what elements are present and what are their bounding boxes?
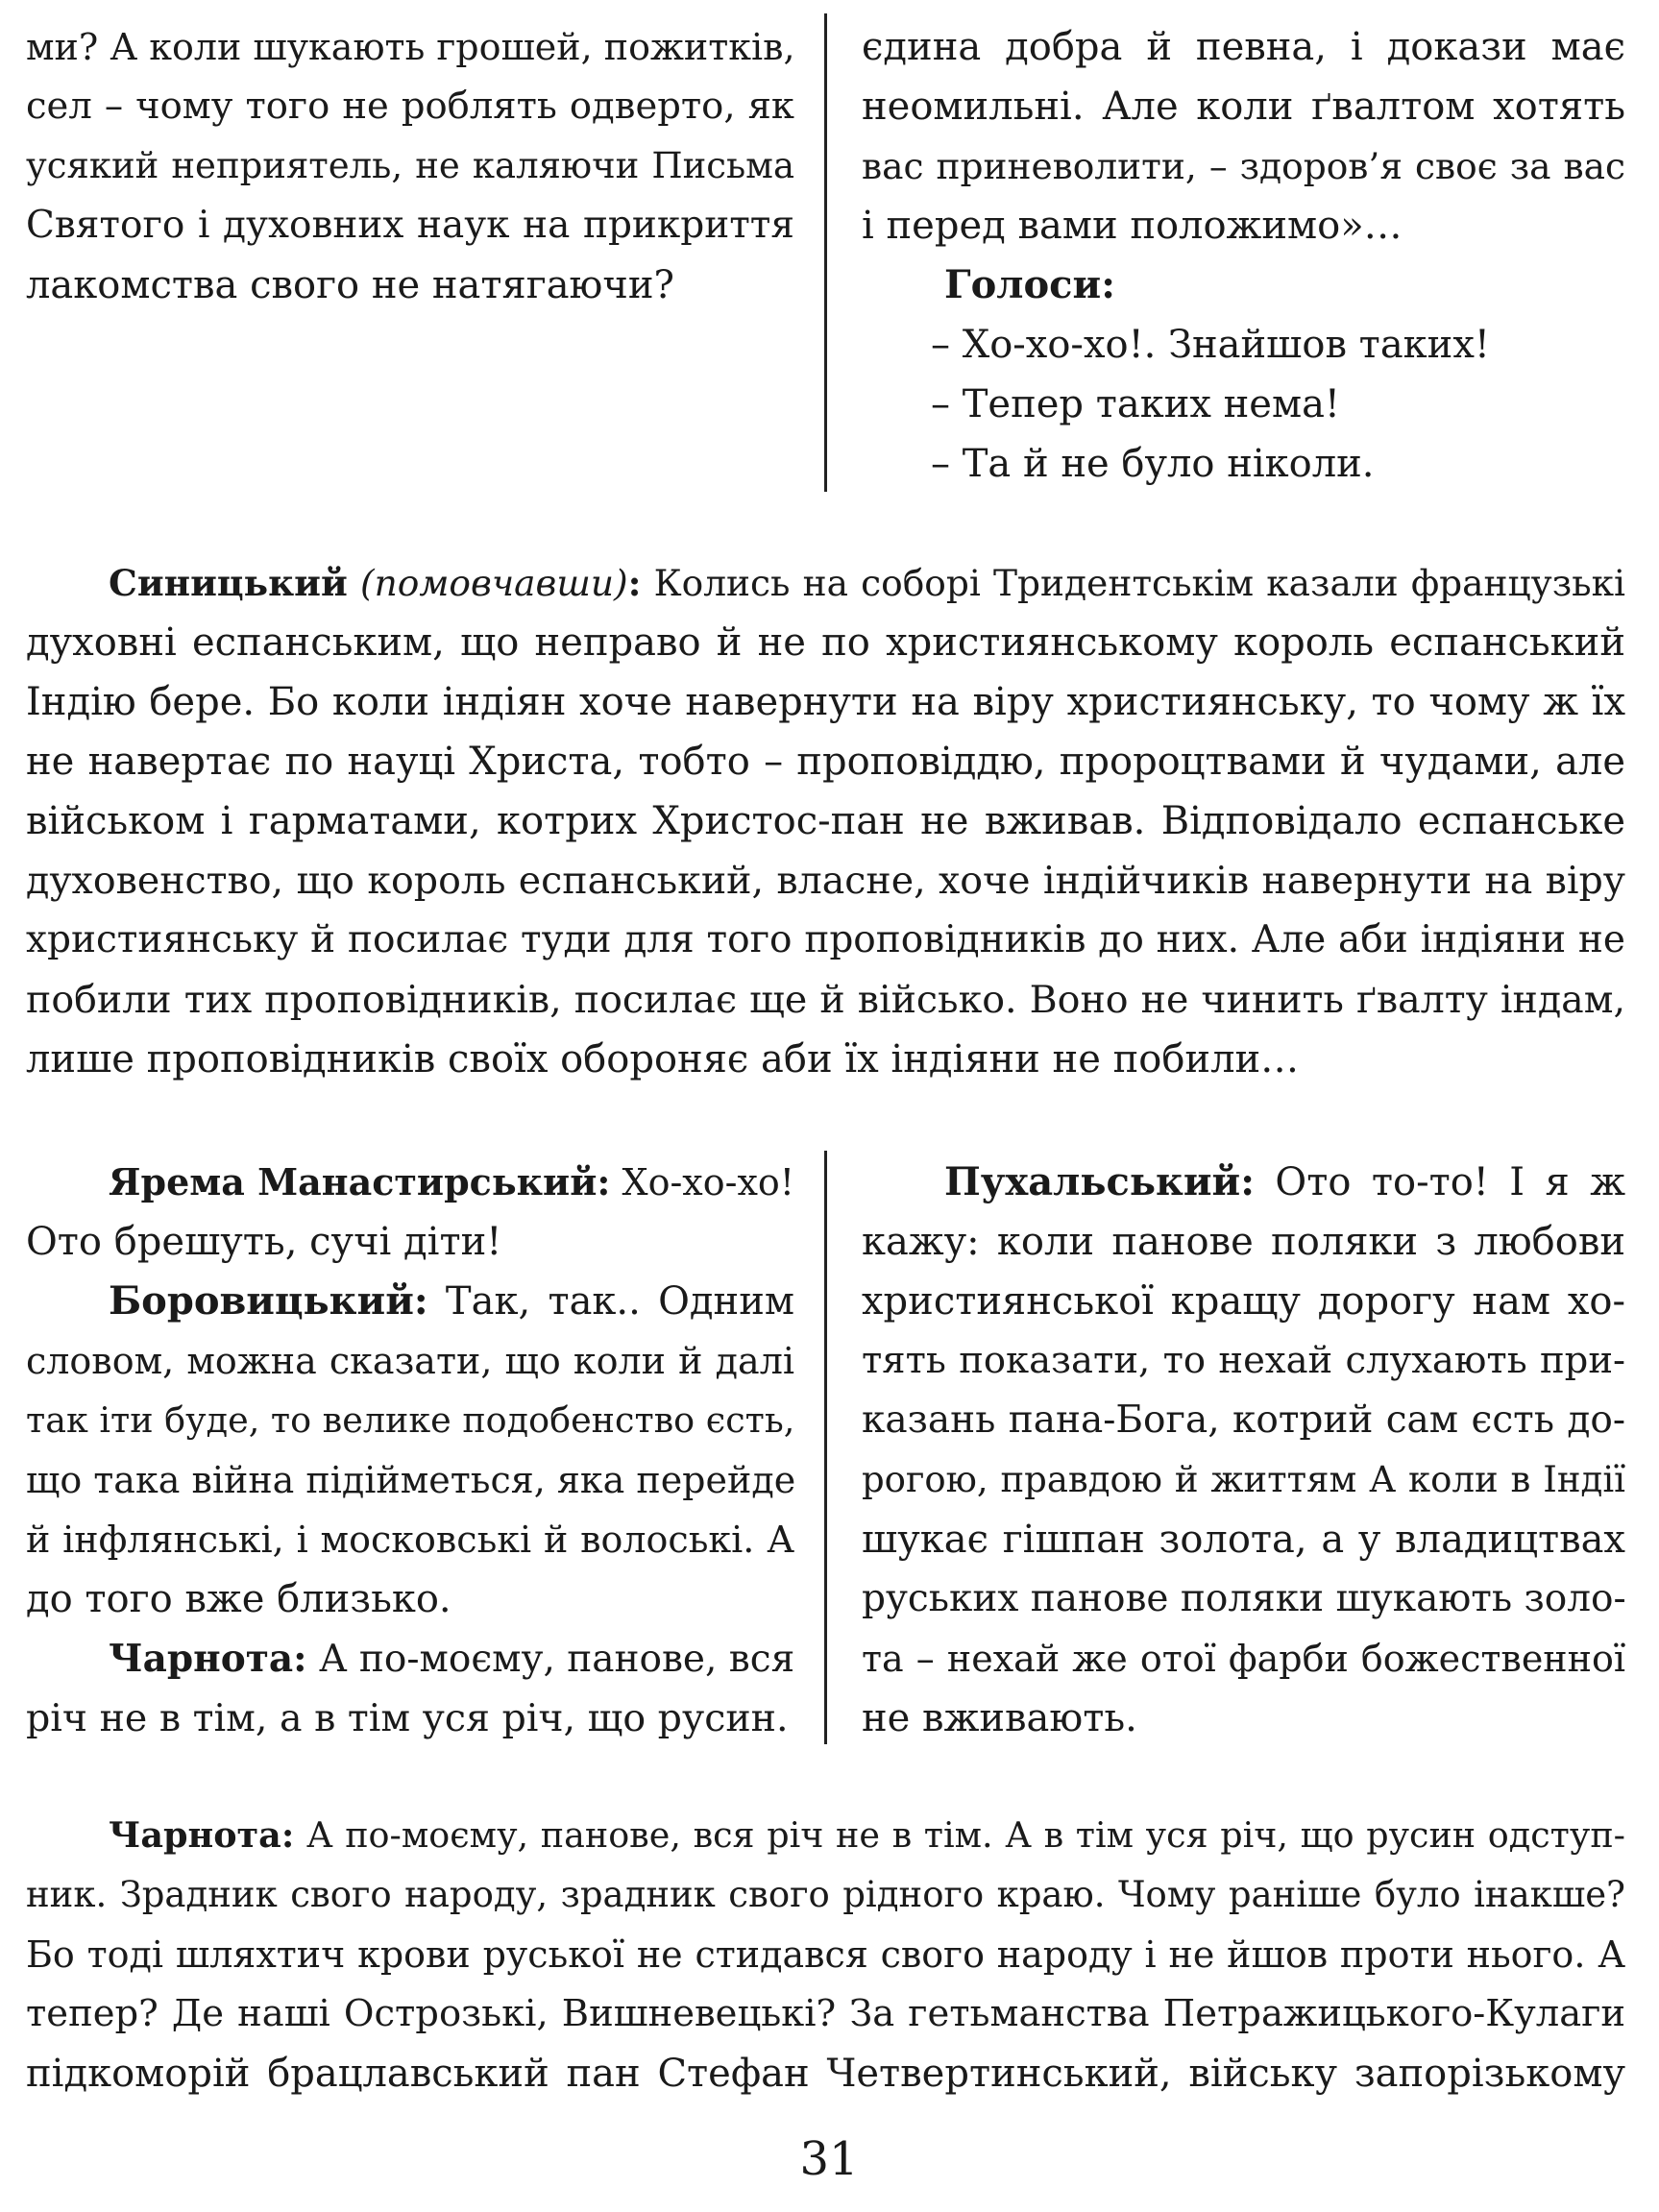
text-line: що така війна підійметься, яка перейде xyxy=(26,1459,796,1501)
text-line: казань пана-Бога, котрий сам єсть до- xyxy=(862,1398,1625,1442)
column-divider-top xyxy=(824,13,827,492)
text-line: й інфлянські, і московські й волоські. А xyxy=(26,1519,794,1561)
text-line: усякий неприятель, не каляючи Письма xyxy=(26,145,794,186)
voices-label: Голоси: xyxy=(944,262,1115,307)
voice-line: – Тепер таких нема! xyxy=(931,382,1340,426)
page-number: 31 xyxy=(799,2132,859,2186)
speech-text: А по-моєму, панове, вся річ не в тім. А в тім уся річ, що русин одступ- xyxy=(294,1814,1625,1856)
voice-line: – Та й не було ніколи. xyxy=(931,442,1375,486)
speaker-name: Чарнота: xyxy=(109,1637,307,1681)
text-line: побили тих проповідників, посилає ще й військо. Воно не чинить ґвалту індам, xyxy=(26,978,1625,1022)
text-line: християнської кращу дорогу нам хо- xyxy=(862,1279,1625,1324)
voice-line: – Хо-хо-хо!. Знайшов таких! xyxy=(931,323,1490,367)
text-line: сел – чому того не роблять одверто, як xyxy=(26,85,794,128)
speech-text: А по-моєму, панове, вся xyxy=(306,1638,795,1681)
speaker-name: Ярема Манастирський: xyxy=(109,1160,611,1203)
text-line: духовні еспанським, що неправо й не по християнському король еспанський xyxy=(26,620,1625,665)
speech-text: Так, так.. Одним xyxy=(427,1279,794,1324)
text-line: Ото брешуть, сучі діти! xyxy=(26,1220,502,1264)
text-line: ми? А коли шукають грошей, пожитків, xyxy=(26,26,795,68)
speech-text: Ото то-то! І я ж xyxy=(1255,1160,1625,1204)
text-line xyxy=(26,1153,794,1212)
text-line xyxy=(26,553,1625,613)
text-line: і перед вами положимо»… xyxy=(862,204,1403,248)
text-line xyxy=(26,1272,794,1331)
text-line: єдина добра й певна, і докази має xyxy=(862,25,1625,69)
speaker-colon: : xyxy=(627,562,642,604)
text-line: духовенство, що король еспанський, власне, хоче індійчиків навернути на віру xyxy=(26,859,1625,903)
top-left-column xyxy=(26,17,794,315)
text-line: Бо тоді шляхтич крови руської не стидався свого народу і не йшов проти нього. А xyxy=(26,1933,1625,1976)
text-line: тепер? Де наші Острозькі, Вишневецькі? За гетьманства Петражицького-Кулаги xyxy=(26,1992,1625,2035)
text-line: християнську й посилає туди для того проповідників до них. Але аби індіяни не xyxy=(26,918,1625,961)
text-line: вас приневолити, – здоров’я своє за вас xyxy=(862,145,1625,187)
text-line: тять показати, то нехай слухають при- xyxy=(862,1339,1625,1382)
text-line xyxy=(862,1153,1625,1212)
text-line: до того вже близько. xyxy=(26,1577,451,1621)
speaker-name: Пухальський: xyxy=(944,1159,1255,1204)
text-line: та – нехай же отої фарби божественної xyxy=(862,1638,1625,1680)
sinytskyi-paragraph xyxy=(26,553,1625,1089)
text-line: річ не в тім, а в тім уся річ, що русин. xyxy=(26,1696,789,1740)
text-line xyxy=(26,1629,794,1689)
text-line: ник. Зрадник свого народу, зрадник свого рідного краю. Чому раніше було інакше? xyxy=(26,1874,1625,1915)
top-right-column xyxy=(862,17,1625,494)
mid-right-column xyxy=(862,1153,1625,1748)
text-line: підкоморій брацлавський пан Стефан Четвертинський, війську запорізькому xyxy=(26,2052,1625,2096)
text-line: Індію бере. Бо коли індіян хоче навернути на віру християнську, то чому ж їх xyxy=(26,680,1625,724)
speaker-name: Чарнота: xyxy=(109,1814,295,1856)
text-line: військом і гарматами, котрих Христос-пан не вживав. Відповідало еспанське xyxy=(26,799,1625,843)
speaker-name: Синицький xyxy=(109,562,348,604)
text-line: шукає гішпан золота, а у владицтвах xyxy=(862,1518,1625,1562)
text-line: неомильні. Але коли ґвалтом хотять xyxy=(862,85,1625,129)
speech-text: Хо-хо-хо! xyxy=(610,1161,795,1203)
text-line: руських панове поляки шукають золо- xyxy=(862,1577,1626,1620)
charnota-paragraph xyxy=(26,1806,1625,2103)
text-line: лише проповідників своїх обороняє аби їх індіяни не побили… xyxy=(26,1037,1300,1082)
text-line: Святого і духовних наук на прикриття xyxy=(26,204,794,247)
text-line: не навертає по науці Христа, тобто – проповіддю, пророцтвами й чудами, але xyxy=(26,740,1625,784)
text-line: не вживають. xyxy=(862,1696,1137,1740)
speaker-name: Боровицький: xyxy=(109,1278,428,1324)
text-line: словом, можна сказати, що коли й далі xyxy=(26,1340,794,1382)
text-line: рогою, правдою й життям А коли в Індії xyxy=(862,1459,1625,1500)
mid-left-column xyxy=(26,1153,794,1748)
speech-text: Колись на соборі Тридентськім казали французькі xyxy=(641,562,1625,604)
text-line: кажу: коли панове поляки з любови xyxy=(862,1220,1625,1264)
text-line: лакомства свого не натягаючи? xyxy=(26,263,674,307)
column-divider-middle xyxy=(824,1151,827,1744)
text-line xyxy=(26,1806,1625,1865)
text-line: так іти буде, то велике подобенство єсть, xyxy=(26,1399,795,1441)
stage-direction: (помовчавши) xyxy=(359,562,628,604)
